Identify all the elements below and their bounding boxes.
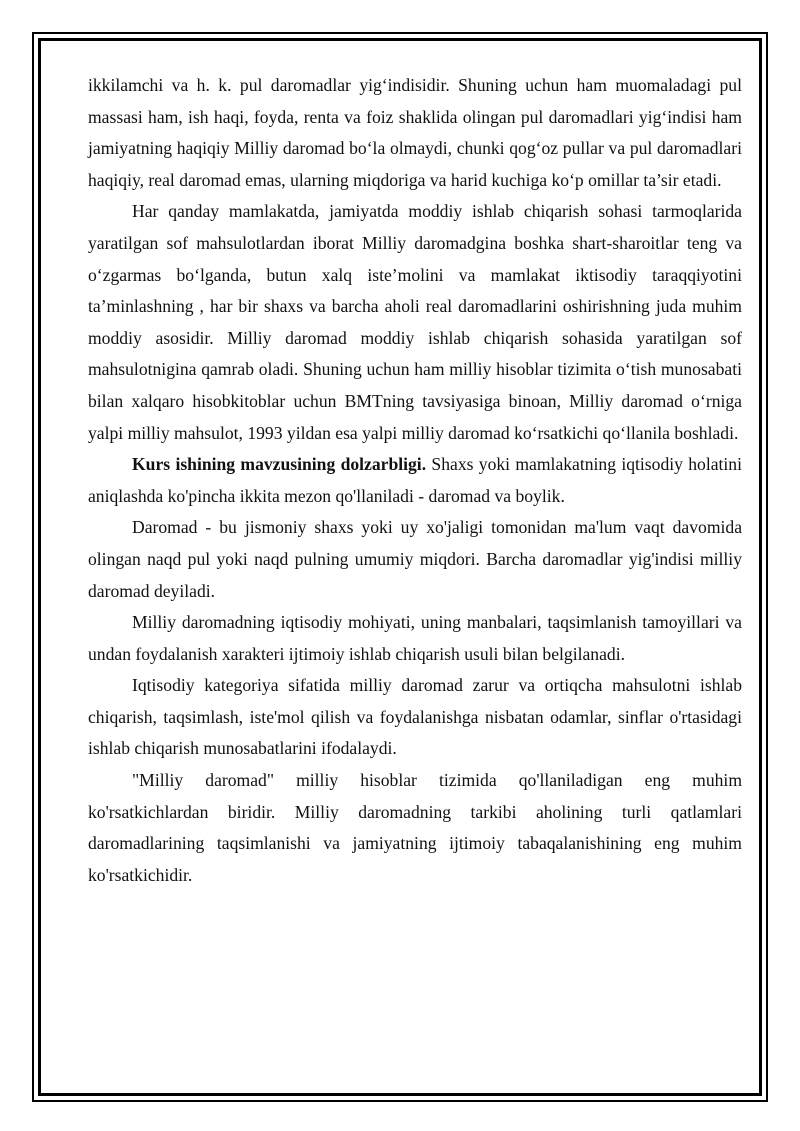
paragraph-indicator: "Milliy daromad" milliy hisoblar tizimida qo'llaniladigan eng muhim ko'rsatkichlardan biridir. Milliy daromadning tarkibi aholining turli qatlamlari daromadlarining taqsimlanishi va jamiyatning ijtimoiy tabaqalanishining eng muhim ko'rsatkichidir.	[88, 770, 742, 885]
paragraph-relevance	[88, 449, 742, 512]
paragraph-economic-category: Iqtisodiy kategoriya sifatida milliy daromad zarur va ortiqcha mahsulotni ishlab chiqarish, taqsimlash, iste'mol qilish va foydalanishga nisbatan odamlar, sinflar o'rtasidagi ishlab chiqarish munosabatlarini ifodalaydi.	[88, 675, 742, 759]
paragraph-income-definition: Daromad - bu jismoniy shaxs yoki uy xo'jaligi tomonidan ma'lum vaqt davomida olingan naqd pul yoki naqd pulning umumiy miqdori. Barcha daromadlar yig'indisi milliy daromad deyiladi.	[88, 517, 742, 601]
paragraph-economic-essence: Milliy daromadning iqtisodiy mohiyati, uning manbalari, taqsimlanish tamoyillari va undan foydalanish xarakteri ijtimoiy ishlab chiqarish usuli bilan belgilanadi.	[88, 612, 742, 664]
paragraph-national-income-basis: Har qanday mamlakatda, jamiyatda moddiy ishlab chiqarish sohasi tarmoqlarida yaratilgan sof mahsulotlardan iborat Milliy daromadgina boshka shart-sharoitlar teng va o‘zgarmas bo‘lganda, butun xalq iste’molini va mamlakat iktisodiy taraqqiyotini ta’minlashning , har bir shaxs va barcha aholi real daromadlarini oshirishning juda muhim moddiy asosidir. Milliy daromad moddiy ishlab chiqarish sohasida yaratilgan sof mahsulotnigina qamrab oladi. Shuning uchun ham milliy hisoblar tizimita o‘tish munosabati bilan xalqaro hisobkitoblar uchun BMTning tavsiyasiga binoan, Milliy daromad o‘rniga yalpi milliy mahsulot, 1993 yildan esa yalpi milliy daromad ko‘rsatkichi qo‘llanila boshladi.	[88, 201, 742, 443]
paragraph-continuation: ikkilamchi va h. k. pul daromadlar yig‘indisidir. Shuning uchun ham muomaladagi pul massasi ham, ish haqi, foyda, renta va foiz shaklida olingan pul daromadlari yig‘indisi ham jamiyatning haqiqiy Milliy daromad bo‘la olmaydi, chunki qog‘oz pullar va pul daromadlari haqiqiy, real daromad emas, ularning miqdoriga va harid kuchiga ko‘p omillar ta’sir etadi.	[88, 75, 742, 190]
relevance-heading: Kurs ishining mavzusining dolzarbligi.	[132, 454, 427, 475]
relevance-text: Shaxs yoki mamlakatning iqtisodiy holatini aniqlashda ko'pincha ikkita mezon qo'llaniladi - daromad va boylik.	[88, 454, 742, 506]
document-body	[88, 70, 742, 891]
